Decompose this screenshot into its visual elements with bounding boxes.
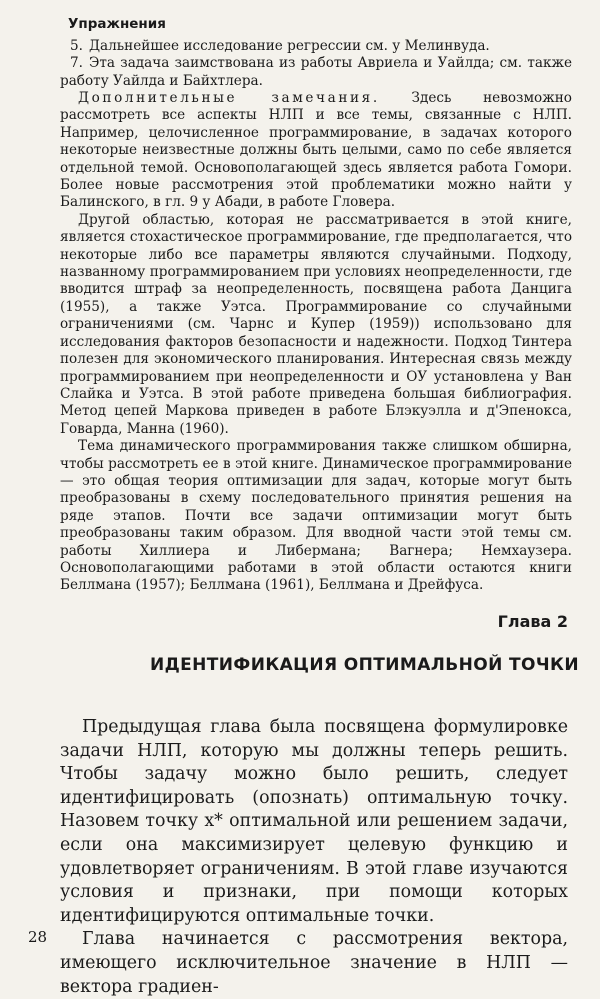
chapter-label: Глава 2 — [497, 612, 568, 631]
exercises-list — [60, 38, 572, 90]
notes-paragraph: Тема динамического программирования также слишком обширна, чтобы рассмотреть ее в этой книге. Динамическое программирование — это общая теория оптимизации для задач, которые могут быть преобразованы в схему последовательного принятия решения на ряде этапов. Почти все задачи оптимизации могут быть преобразованы таким образом. Для вводной части этой темы см. работы Хиллиера и Либермана; Вагнера; Немхаузера. Основополагающими работами в этой области остаются книги Беллмана (1957); Беллмана (1961), Беллмана и Дрейфуса. — [60, 438, 572, 594]
exercises-heading: Упражнения — [68, 16, 166, 32]
exercise-text: Дальнейшее исследование регрессии см. у Мелинвуда. — [88, 38, 490, 54]
notes-paragraph: Другой областью, которая не рассматривается в этой книге, является стохастическое программирование, где предполагается, что некоторые либо все параметры являются случайными. Подходу, названному программированием при условиях неопределенности, где вводится штраф за неопределенность, посвящена работа Данцига (1955), а также Уэтса. Программирование со случайными ограничениями (см. Чарнс и Купер (1959)) использовано для исследования факторов безопасности и надежности. Подход Тинтера полезен для экономического планирования. Интересная связь между программированием при неопределенности и ОУ установлена у Ван Слайка и Уэтса. В этой работе приведена большая библиография. Метод цепей Маркова приведен в работе Блэкуэлла и д'Эпенокса, Говарда, Манна (1960). — [60, 211, 572, 437]
notes-lead: Дополнительные замечания. — [78, 90, 380, 106]
exercise-item — [60, 55, 572, 90]
page-number: 28 — [28, 928, 48, 946]
chapter-title: ИДЕНТИФИКАЦИЯ ОПТИМАЛЬНОЙ ТОЧКИ — [150, 655, 579, 675]
exercise-item — [60, 38, 572, 55]
exercise-text: Эта задача заимствована из работы Авриела и Уайлда; см. также работу Уайлда и Байхтлера. — [60, 55, 572, 89]
exercise-number: 7. — [70, 55, 83, 72]
notes-text: Здесь невозможно рассмотреть все аспекты НЛП и все темы, связанные с НЛП. Например, целочисленное программирование, в задачах которого некоторые неизвестные должны быть целыми, само по себе является отдельной темой. Основополагающей здесь является работа Гомори. Более новые рассмотрения этой проблематики можно найти у Балинского, в гл. 9 у Абади, в работе Гловера. — [60, 90, 572, 211]
body-paragraph: Глава начинается с рассмотрения вектора, имеющего исключительное значение в НЛП — вектора градиен- — [60, 929, 568, 997]
chapter-body — [60, 716, 568, 999]
additional-notes — [60, 90, 572, 595]
notes-paragraph — [60, 90, 572, 212]
exercise-number: 5. — [70, 38, 83, 54]
body-paragraph: Предыдущая глава была посвящена формулировке задачи НЛП, которую мы должны теперь решить. Чтобы задачу можно было решить, следует идентифицировать (опознать) оптимальную точку. Назовем точку x* оптимальной или решением задачи, если она максимизирует целевую функцию и удовлетворяет ограничениям. В этой главе изучаются условия и признаки, при помощи которых идентифицируются оптимальные точки. — [60, 717, 568, 926]
